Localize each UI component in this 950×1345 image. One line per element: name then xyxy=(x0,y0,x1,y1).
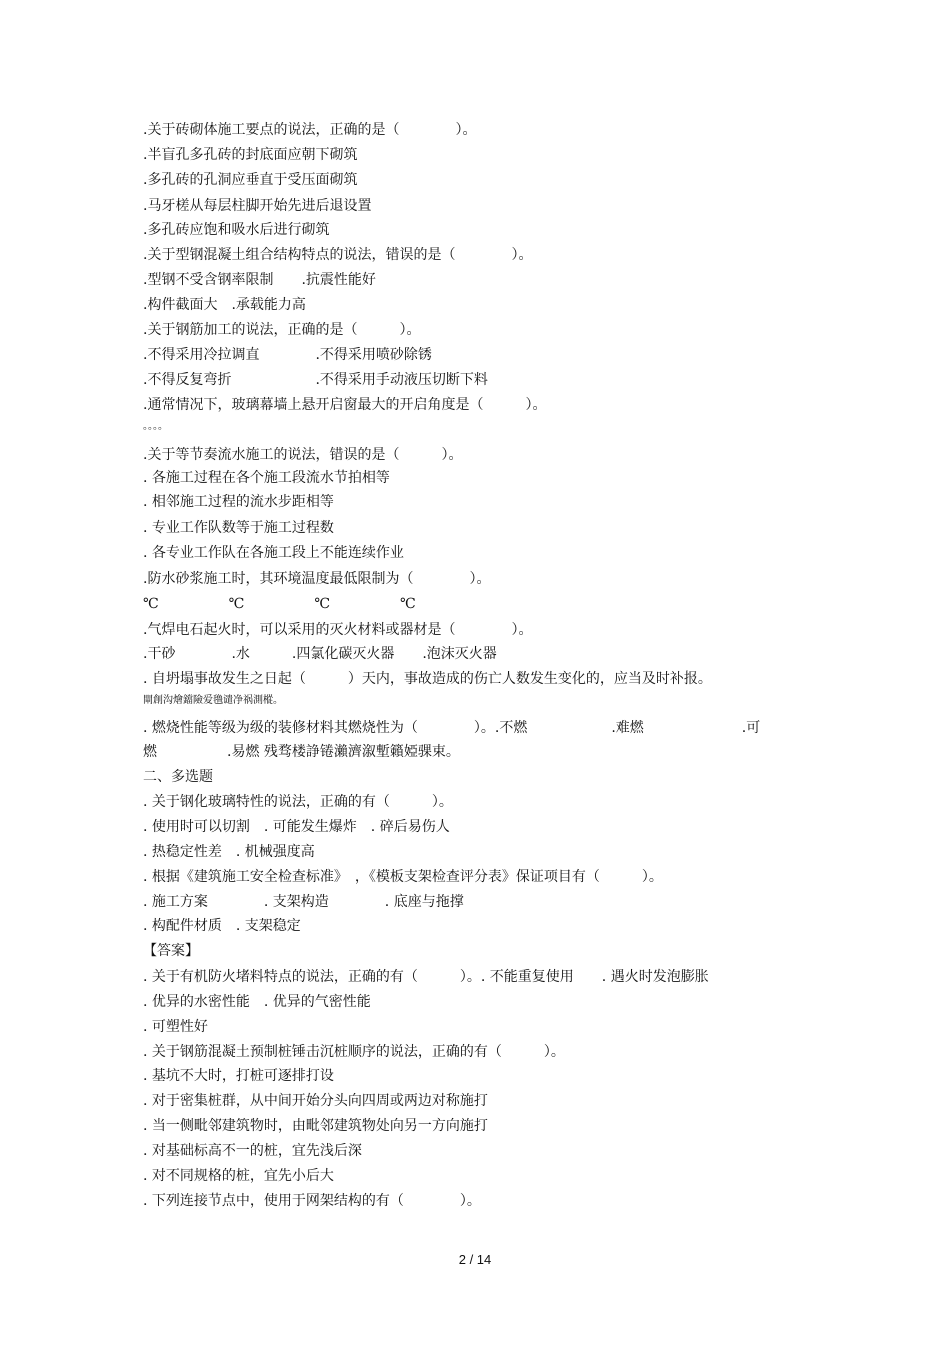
question-line: . 关于有机防火堵料特点的说法，正确的有（ ）。. 不能重复使用 . 遇火时发泡膨胀 xyxy=(143,969,709,985)
option-line: . 对基础标高不一的桩，宜先浅后深 xyxy=(143,1143,362,1159)
question-line: .防水砂浆施工时，其环境温度最低限制为（ ）。 xyxy=(143,571,491,587)
option-line: 。。。。 xyxy=(143,421,168,432)
question-line: .气焊电石起火时，可以采用的灭火材料或器材是（ ）。 xyxy=(143,622,533,638)
question-line: .关于等节奏流水施工的说法，错误的是（ ）。 xyxy=(143,447,463,463)
option-line: . 施工方案 . 支架构造 . 底座与拖撑 xyxy=(143,894,464,910)
section-heading: 二、多选题 xyxy=(143,769,213,785)
option-line: . 构配件材质 . 支架稳定 xyxy=(143,918,301,934)
option-line: .多孔砖应饱和吸水后进行砌筑 xyxy=(143,222,330,238)
question-line: .关于型钢混凝土组合结构特点的说法，错误的是（ ）。 xyxy=(143,247,533,263)
option-line: . 对于密集桩群，从中间开始分头向四周或两边对称施打 xyxy=(143,1093,488,1109)
option-line: .不得反复弯折 .不得采用手动液压切断下料 xyxy=(143,372,488,388)
option-line: . 可塑性好 xyxy=(143,1019,208,1035)
option-line: . 热稳定性差 . 机械强度高 xyxy=(143,844,315,860)
question-line: . 燃烧性能等级为级的装修材料其燃烧性为（ ）。.不燃 .难燃 .可 xyxy=(143,720,761,736)
option-line: . 优异的水密性能 . 优异的气密性能 xyxy=(143,994,371,1010)
noise-text: 閘創沟燴鐺險爱氇谴净祸測樅。 xyxy=(143,695,283,706)
option-line: ℃ ℃ ℃ ℃ xyxy=(143,596,416,612)
option-line: .干砂 .水 .四氯化碳灭火器 .泡沫灭火器 xyxy=(143,646,497,662)
option-line: . 各施工过程在各个施工段流水节拍相等 xyxy=(143,470,390,486)
option-line: . 对不同规格的桩，宜先小后大 xyxy=(143,1168,334,1184)
question-line: .通常情况下，玻璃幕墙上悬开启窗最大的开启角度是（ ）。 xyxy=(143,397,547,413)
option-line: .不得采用冷拉调直 .不得采用喷砂除锈 xyxy=(143,347,432,363)
question-line: . 关于钢筋混凝土预制桩锤击沉桩顺序的说法，正确的有（ ）。 xyxy=(143,1044,565,1060)
question-line: . 关于钢化玻璃特性的说法，正确的有（ ）。 xyxy=(143,794,453,810)
option-line: . 使用时可以切割 . 可能发生爆炸 . 碎后易伤人 xyxy=(143,819,450,835)
option-line: . 各专业工作队在各施工段上不能连续作业 xyxy=(143,545,404,561)
option-line: .马牙槎从每层柱脚开始先进后退设置 xyxy=(143,198,372,214)
option-line: .型钢不受含钢率限制 .抗震性能好 xyxy=(143,272,376,288)
option-line: . 基坑不大时，打桩可逐排打设 xyxy=(143,1068,334,1084)
option-line: .半盲孔多孔砖的封底面应朝下砌筑 xyxy=(143,147,358,163)
question-line: .关于钢筋加工的说法，正确的是（ ）。 xyxy=(143,322,421,338)
answer-label: 【答案】 xyxy=(143,943,199,959)
question-line: . 根据《建筑施工安全检查标准》 ，《模板支架检查评分表》保证项目有（ ）。 xyxy=(143,869,663,885)
page-number: 2 / 14 xyxy=(458,1252,492,1267)
question-line: . 下列连接节点中，使用于网架结构的有（ ）。 xyxy=(143,1193,481,1209)
option-line: .构件截面大 .承载能力高 xyxy=(143,297,306,313)
option-line: . 当一侧毗邻建筑物时，由毗邻建筑物处向另一方向施打 xyxy=(143,1118,488,1134)
question-line: . 自坍塌事故发生之日起（ ）天内，事故造成的伤亡人数发生变化的，应当及时补报。 xyxy=(143,671,712,687)
question-line: .关于砖砌体施工要点的说法，正确的是（ ）。 xyxy=(143,122,477,138)
option-line: 燃 .易燃 残骛楼諍锩瀨濟溆塹籟婭骒束。 xyxy=(143,744,460,760)
option-line: . 专业工作队数等于施工过程数 xyxy=(143,520,334,536)
option-line: .多孔砖的孔洞应垂直于受压面砌筑 xyxy=(143,172,358,188)
option-line: . 相邻施工过程的流水步距相等 xyxy=(143,494,334,510)
